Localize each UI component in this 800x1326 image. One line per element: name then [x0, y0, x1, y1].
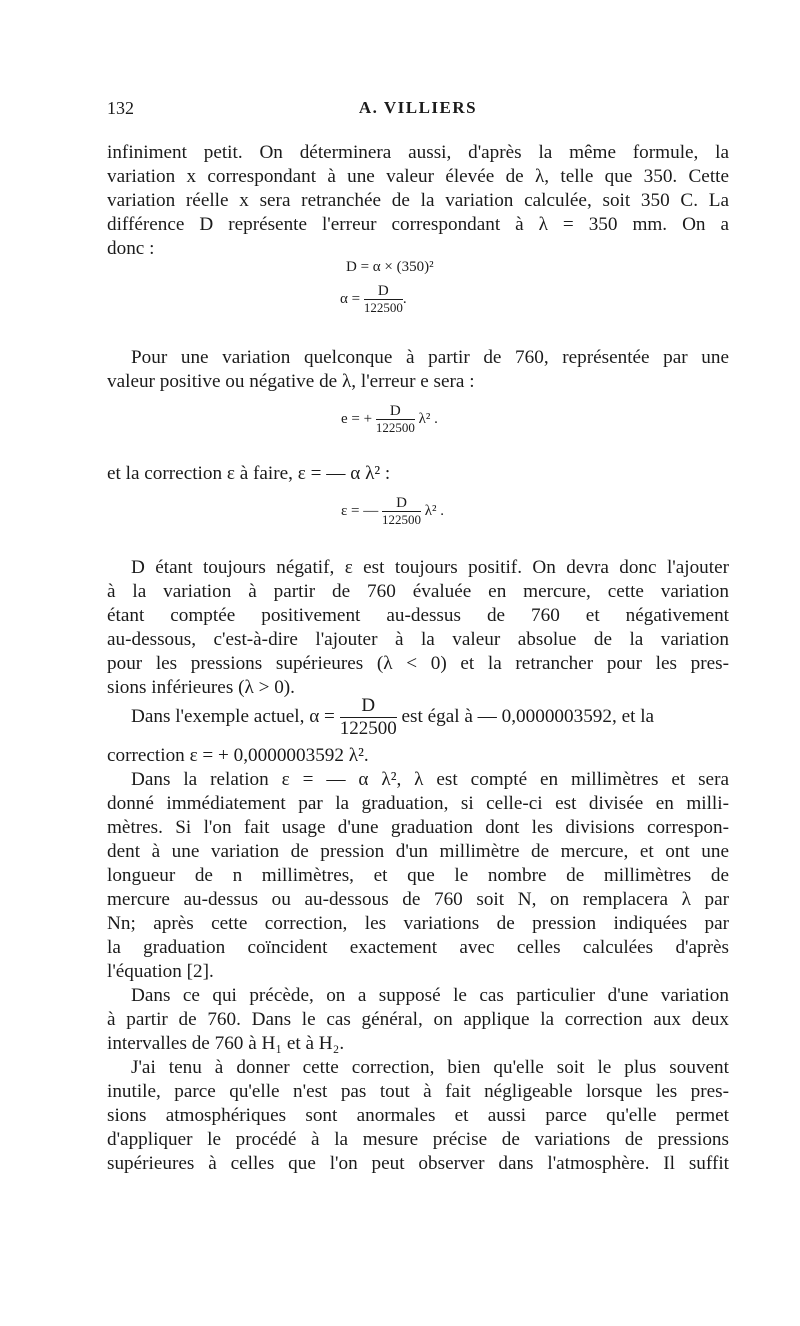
- fraction: $\frac{D}{122500}$: [375, 403, 415, 435]
- fraction: $\frac{D}{122500}$: [339, 695, 397, 740]
- fraction: $\frac{D}{122500}$: [382, 495, 422, 527]
- text-line: donné immédiatement par la graduation, si celle-ci est divisée en milli-: [107, 793, 729, 814]
- text-line: à partir de 760. Dans le cas général, on applique la correction aux deux: [107, 1009, 729, 1030]
- text-line: longueur de n millimètres, et que le nombre de millimètres de: [107, 865, 729, 886]
- text-line: dent à une variation de pression d'un millimètre de mercure, et ont une: [107, 841, 729, 862]
- text-line: variation réelle x sera retranchée de la variation calculée, soit 350 C. La: [107, 190, 729, 211]
- text-line: d'appliquer le procédé à la mesure précise de variations de pressions: [107, 1129, 729, 1150]
- text-line: donc :: [107, 238, 155, 259]
- text-line: étant comptée positivement au-dessus de 760 et négativement: [107, 605, 729, 626]
- text-line: J'ai tenu à donner cette correction, bien qu'elle soit le plus souvent: [131, 1057, 729, 1078]
- text-line: intervalles de 760 à H₁ et à H₂.: [107, 1033, 345, 1054]
- text-line: au-dessous, c'est-à-dire l'ajouter à la valeur absolue de la variation: [107, 629, 729, 650]
- text-line: à la variation à partir de 760 évaluée en mercure, cette variation: [107, 581, 729, 602]
- fraction: $\frac{D}{122500}$: [363, 283, 403, 315]
- text-line: mercure au-dessus ou au-dessous de 760 soit N, on remplacera λ par: [107, 889, 729, 910]
- equation-alpha: α = $\frac{D}{122500}$ .: [340, 283, 407, 315]
- text-line: inutile, parce qu'elle n'est pas tout à fait négligeable lorsque les pres-: [107, 1081, 729, 1102]
- equation-error: e = + $\frac{D}{122500}$ λ² .: [341, 403, 438, 435]
- text-line: pour les pressions supérieures (λ < 0) et la retrancher pour les pres-: [107, 653, 729, 674]
- text-line: Dans ce qui précède, on a supposé le cas particulier d'une variation: [131, 985, 729, 1006]
- text-line: correction ε = + 0,0000003592 λ².: [107, 745, 369, 766]
- page-number: 132: [107, 98, 134, 118]
- text-line: infiniment petit. On déterminera aussi, d'après la même formule, la: [107, 142, 729, 163]
- text-line: et la correction ε à faire, ε = — α λ² :: [107, 463, 391, 484]
- text-line: valeur positive ou négative de λ, l'erreur e sera :: [107, 371, 475, 392]
- text-line: Pour une variation quelconque à partir de 760, représentée par une: [131, 347, 729, 368]
- text-line: sions inférieures (λ > 0).: [107, 677, 295, 698]
- text-line: supérieures à celles que l'on peut observer dans l'atmosphère. Il suffit: [107, 1153, 729, 1174]
- text-line: mètres. Si l'on fait usage d'une graduation dont les divisions correspon-: [107, 817, 729, 838]
- text-line: D étant toujours négatif, ε est toujours positif. On devra donc l'ajouter: [131, 557, 729, 578]
- text-line: différence D représente l'erreur correspondant à λ = 350 mm. On a: [107, 214, 729, 235]
- text-line: Dans la relation ε = — α λ², λ est compté en millimètres et sera: [131, 769, 729, 790]
- text-line: l'équation [2].: [107, 961, 214, 982]
- text-line: variation x correspondant à une valeur élevée de λ, telle que 350. Cette: [107, 166, 729, 187]
- text-line: sions atmosphériques sont anormales et aussi parce qu'elle permet: [107, 1105, 729, 1126]
- text-line-with-fraction: Dans l'exemple actuel, α = $\frac{D}{122500}$ est égal à — 0,0000003592, et la: [131, 695, 655, 740]
- equation-d: D = α × (350)²: [346, 259, 434, 275]
- equation-correction: ε = — $\frac{D}{122500}$ λ² .: [341, 495, 445, 527]
- running-title: A. VILLIERS: [358, 98, 478, 117]
- text-line: la graduation coïncident exactement avec celles calculées d'après: [107, 937, 729, 958]
- text-line: Nn; après cette correction, les variations de pression indiquées par: [107, 913, 729, 934]
- page-header: [107, 98, 729, 122]
